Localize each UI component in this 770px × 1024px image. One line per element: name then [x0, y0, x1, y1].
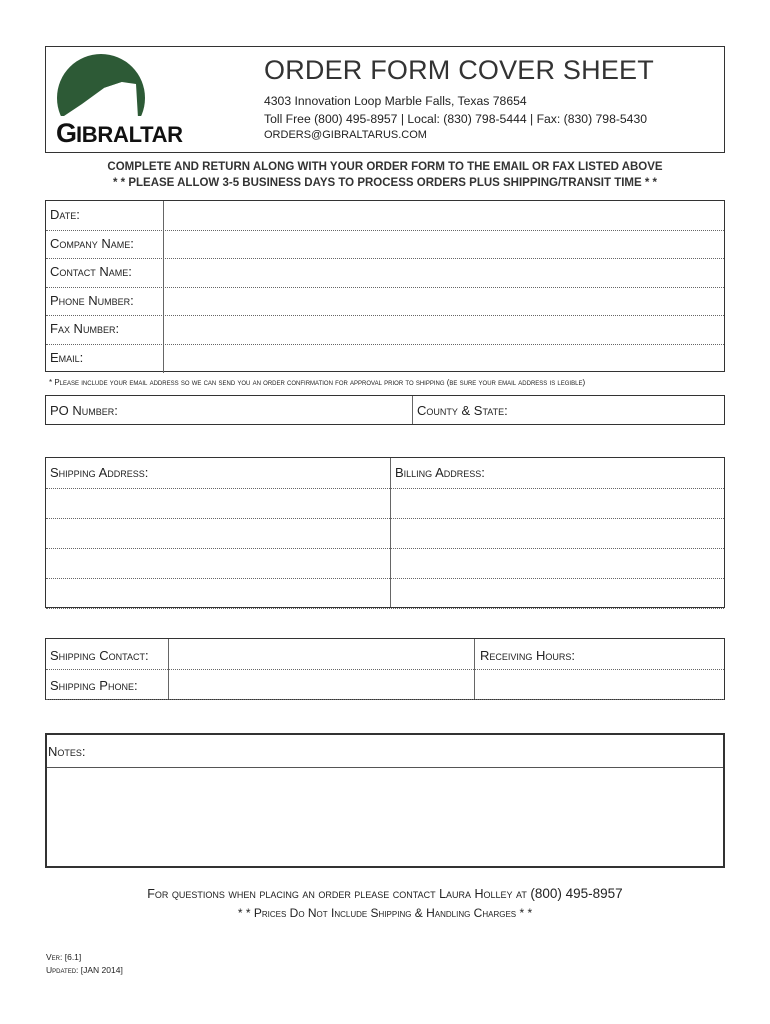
- email-note: * Please include your email address so we can send you an order confirmation for approval prior to shipping (be sure your email address is legible): [49, 378, 586, 387]
- shipping-phone-field[interactable]: [169, 669, 474, 699]
- version-label: Ver: [6.1]: [46, 952, 82, 962]
- shipping-divider-2: [474, 639, 475, 699]
- shipping-divider-1: [168, 639, 169, 699]
- footer-phone: (800) 495-8957: [530, 886, 623, 901]
- county-state-label: County & State:: [417, 403, 508, 418]
- svg-text:IBRALTAR: IBRALTAR: [76, 122, 183, 146]
- email-row: [46, 344, 724, 373]
- header-box: [45, 46, 725, 153]
- email-label: Email:: [50, 350, 84, 365]
- company-address: 4303 Innovation Loop Marble Falls, Texas 78654: [264, 94, 527, 108]
- company-name-label: Company Name:: [50, 235, 134, 251]
- address-divider: [390, 458, 391, 607]
- phone-number-label: Phone Number:: [50, 292, 134, 308]
- phone-number-field[interactable]: [163, 287, 725, 316]
- receiving-hours-label: Receiving Hours:: [480, 648, 576, 663]
- address-line-row[interactable]: [46, 548, 724, 579]
- date-row: [46, 201, 724, 231]
- shipping-phone-label: Shipping Phone:: [50, 678, 138, 693]
- address-line-row[interactable]: [46, 518, 724, 549]
- contact-name-row: [46, 258, 724, 288]
- shipping-contact-row: [46, 639, 724, 670]
- date-label: Date:: [50, 207, 80, 222]
- shipping-contact-box: [45, 638, 725, 700]
- instruction-line-1: COMPLETE AND RETURN ALONG WITH YOUR ORDER FORM TO THE EMAIL OR FAX LISTED ABOVE: [107, 161, 663, 173]
- receiving-hours-field[interactable]: [475, 669, 724, 699]
- footer-prices-note: * * Prices Do Not Include Shipping & Handling Charges * *: [237, 906, 533, 920]
- page-title: ORDER FORM COVER SHEET: [264, 55, 654, 85]
- notes-header: [47, 735, 723, 768]
- shipping-phone-row: [46, 669, 724, 700]
- company-name-row: [46, 230, 724, 260]
- address-line-row[interactable]: [46, 578, 724, 609]
- county-state-field[interactable]: [526, 396, 724, 424]
- company-email: ORDERS@GIBRALTARUS.COM: [264, 129, 427, 141]
- date-field[interactable]: [163, 201, 725, 230]
- updated-label: Updated: [JAN 2014]: [46, 965, 123, 975]
- po-number-label: PO Number:: [50, 403, 118, 418]
- footer-contact-line: [0, 886, 770, 901]
- contact-info-table: [45, 200, 725, 372]
- footer-question-text: For questions when placing an order please contact Laura Holley at: [147, 887, 527, 901]
- contact-name-field[interactable]: [163, 258, 725, 287]
- notes-box: [45, 733, 725, 868]
- po-box: [45, 395, 725, 425]
- billing-address-label: Billing Address:: [395, 465, 485, 480]
- address-header-row: [46, 458, 724, 489]
- shipping-contact-field[interactable]: [169, 639, 474, 669]
- company-phones: Toll Free (800) 495-8957 | Local: (830) 798-5444 | Fax: (830) 798-5430: [264, 112, 648, 126]
- company-name-field[interactable]: [163, 230, 725, 259]
- address-line-row[interactable]: [46, 488, 724, 519]
- email-field[interactable]: [163, 344, 725, 373]
- po-number-field[interactable]: [136, 396, 412, 424]
- shipping-address-label: Shipping Address:: [50, 465, 149, 480]
- gibraltar-logo: [52, 54, 222, 146]
- notes-label: Notes:: [48, 744, 86, 759]
- fax-number-field[interactable]: [163, 315, 725, 344]
- po-divider: [412, 396, 413, 424]
- phone-number-row: [46, 287, 724, 317]
- fax-number-row: [46, 315, 724, 345]
- shipping-contact-label: Shipping Contact:: [50, 648, 149, 663]
- notes-field[interactable]: [47, 769, 723, 866]
- fax-number-label: Fax Number:: [50, 321, 120, 337]
- svg-text:G: G: [56, 118, 77, 146]
- contact-name-label: Contact Name:: [50, 264, 132, 280]
- instruction-line-2: * * PLEASE ALLOW 3-5 BUSINESS DAYS TO PROCESS ORDERS PLUS SHIPPING/TRANSIT TIME * *: [113, 177, 657, 189]
- address-box: [45, 457, 725, 608]
